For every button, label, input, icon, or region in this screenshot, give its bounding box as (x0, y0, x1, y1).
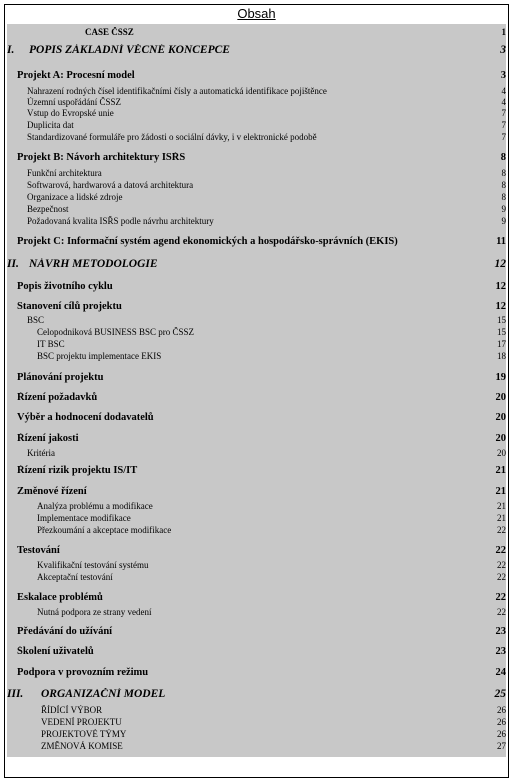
toc-title: Obsah (237, 6, 276, 21)
toc-entry-section[interactable]: Popis životního cyklu 12 (17, 281, 506, 292)
toc-entry-subsection[interactable]: Územní uspořádání ČSSZ 4 (27, 97, 506, 107)
toc-entry-subsection[interactable]: Nahrazení rodných čísel identifikačními čísly a automatická identifikace pojištěnce 4 (27, 86, 506, 96)
toc-entry-subsubsection[interactable]: Analýza problému a modifikace 21 (37, 501, 506, 511)
toc-entry-section[interactable]: Projekt A: Procesní model 3 (17, 70, 506, 81)
toc-entry-section[interactable]: Změnové řízení 21 (17, 486, 506, 497)
toc-entry-subsubsection[interactable]: IT BSC 17 (37, 339, 506, 349)
toc-entry-subsubsection[interactable]: Nutná podpora ze strany vedení 22 (37, 607, 506, 617)
toc-entry-subsection[interactable]: Bezpečnost 9 (27, 204, 506, 214)
document-page (4, 4, 509, 778)
toc-entry-section[interactable]: Testování 22 (17, 545, 506, 556)
toc-entry-section[interactable]: Řízení požadavků 20 (17, 392, 506, 403)
toc-entry-section[interactable]: Eskalace problémů 22 (17, 592, 506, 603)
toc-entry-subsection[interactable]: PROJEKTOVÉ TÝMY 26 (41, 729, 506, 739)
toc-entry-subsubsection[interactable]: Celopodniková BUSINESS BSC pro ČSSZ 15 (37, 327, 506, 337)
toc-entry-subsection[interactable]: Softwarová, hardwarová a datová architektura 8 (27, 180, 506, 190)
table-of-contents (7, 24, 506, 757)
toc-entry-chapter[interactable]: I. POPIS ZÁKLADNÍ VĚCNÉ KONCEPCE 3 (7, 44, 506, 56)
toc-entry-section[interactable]: Projekt B: Návorh architektury ISŘS 8 (17, 152, 506, 163)
toc-entry-section[interactable]: Školení uživatelů 23 (17, 646, 506, 657)
toc-entry-section[interactable]: Řízení jakosti 20 (17, 433, 506, 444)
toc-entry-subsubsection[interactable]: BSC projektu implementace EKIS 18 (37, 351, 506, 361)
toc-entry-subsection[interactable]: Organizace a lidské zdroje 8 (27, 192, 506, 202)
toc-entry[interactable]: CASE ČSSZ 1 (85, 27, 506, 37)
toc-entry-subsection[interactable]: Požadovaná kvalita ISŘS podle návrhu architektury 9 (27, 216, 506, 226)
toc-entry-subsection[interactable]: BSC 15 (27, 315, 506, 325)
toc-entry-section[interactable]: Podpora v provozním režimu 24 (17, 667, 506, 678)
toc-entry-subsubsection[interactable]: Kvalifikační testování systému 22 (37, 560, 506, 570)
toc-entry-subsection[interactable]: Duplicita dat 7 (27, 120, 506, 130)
toc-entry-section[interactable]: Řízení rizik projektu IS/IT 21 (17, 465, 506, 476)
toc-entry-section[interactable]: Výběr a hodnocení dodavatelů 20 (17, 412, 506, 423)
toc-entry-subsection[interactable]: Vstup do Evropské unie 7 (27, 108, 506, 118)
toc-entry-subsubsection[interactable]: Přezkoumání a akceptace modifikace 22 (37, 525, 506, 535)
toc-entry-subsection[interactable]: ŘÍDÍCÍ VÝBOR 26 (41, 705, 506, 715)
toc-entry-section[interactable]: Projekt C: Informační systém agend ekonomických a hospodářsko-správních (EKIS) 11 (17, 236, 506, 247)
toc-entry-subsection[interactable]: VEDENÍ PROJEKTU 26 (41, 717, 506, 727)
toc-entry-subsubsection[interactable]: Implementace modifikace 21 (37, 513, 506, 523)
toc-entry-subsection[interactable]: Kritéria 20 (27, 448, 506, 458)
toc-entry-subsection[interactable]: Funkční architektura 8 (27, 168, 506, 178)
toc-entry-chapter[interactable]: III. ORGANIZAČNÍ MODEL 25 (7, 688, 506, 700)
toc-entry-chapter[interactable]: II. NÁVRH METODOLOGIE 12 (7, 258, 506, 270)
toc-entry-subsection[interactable]: Standardizované formuláře pro žádosti o sociální dávky, i v elektronické podobě 7 (27, 132, 506, 142)
toc-entry-subsection[interactable]: ZMĚNOVÁ KOMISE 27 (41, 741, 506, 751)
toc-entry-section[interactable]: Předávání do užívání 23 (17, 626, 506, 637)
toc-entry-subsubsection[interactable]: Akceptační testování 22 (37, 572, 506, 582)
toc-entry-section[interactable]: Plánování projektu 19 (17, 372, 506, 383)
toc-entry-section[interactable]: Stanovení cílů projektu 12 (17, 301, 506, 312)
